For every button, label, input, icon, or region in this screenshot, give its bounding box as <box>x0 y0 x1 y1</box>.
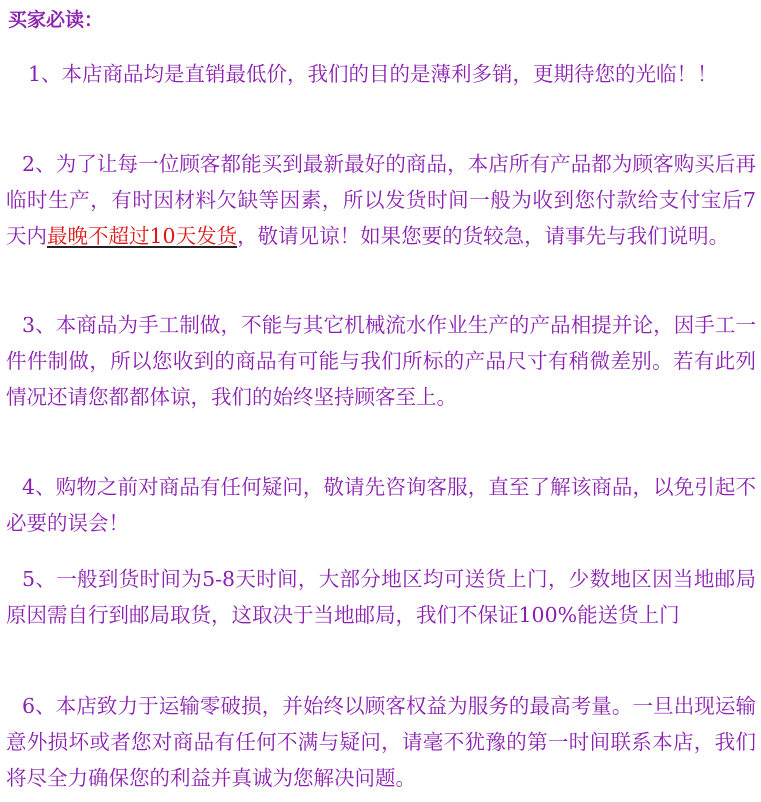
notice-item-6 <box>6 688 756 796</box>
notice-item-2-text-before: 2、为了让每一位顾客都能买到最新最好的商品，本店所有产品都为顾客购买后再临时生产，有时因材料欠缺等因素，所以发货时间一般为收到您付款给支付宝后7天内 <box>6 152 756 248</box>
notice-item-1-text: 1、本店商品均是直销最低价，我们的目的是薄利多销，更期待您的光临！！ <box>28 62 718 86</box>
notice-item-1 <box>6 56 756 92</box>
notice-item-4-text: 4、购物之前对商品有任何疑问，敬请先咨询客服，直至了解该商品，以免引起不必要的误会！ <box>6 475 756 535</box>
notice-item-5 <box>6 561 756 633</box>
notice-item-2 <box>6 146 756 254</box>
notice-title: 买家必读： <box>8 9 104 31</box>
notice-item-2-highlight: 最晚不超过10天发货 <box>47 224 238 248</box>
notice-item-4 <box>6 469 756 541</box>
notice-item-5-text: 5、一般到货时间为5-8天时间，大部分地区均可送货上门，少数地区因当地邮局原因需自行到邮局取货，这取决于当地邮局，我们不保证100%能送货上门 <box>6 567 756 627</box>
notice-item-6-text: 6、本店致力于运输零破损，并始终以顾客权益为服务的最高考量。一旦出现运输意外损坏或者您对商品有任何不满与疑问，请毫不犹豫的第一时间联系本店，我们将尽全力确保您的利益并真诚为您解决问题。 <box>6 694 756 790</box>
notice-item-2-text-after: ，敬请见谅！如果您要的货较急，请事先与我们说明。 <box>237 224 730 248</box>
notice-item-3 <box>6 307 756 415</box>
notice-item-3-text: 3、本商品为手工制做，不能与其它机械流水作业生产的产品相提并论，因手工一件件制做，所以您收到的商品有可能与我们所标的产品尺寸有稍微差别。若有此列情况还请您都都体谅，我们的始终坚持顾客至上。 <box>6 313 756 409</box>
